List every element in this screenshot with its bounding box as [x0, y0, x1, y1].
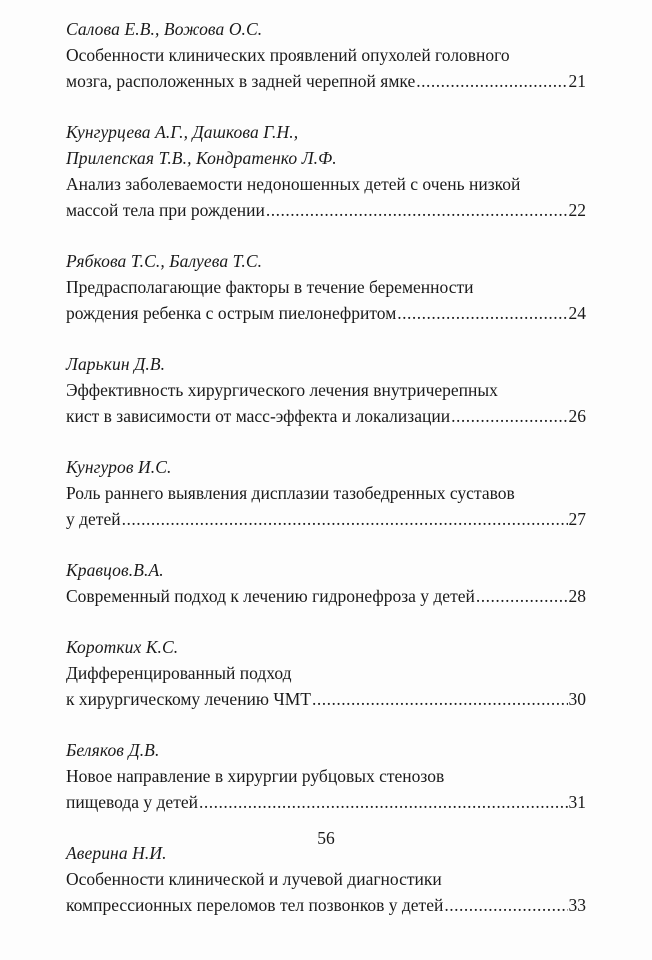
toc-entry [66, 557, 586, 609]
entry-authors [66, 557, 586, 583]
entry-title-final-line [66, 403, 586, 429]
entry-title-line: Эффективность хирургического лечения внутричерепных [66, 380, 498, 400]
entry-authors [66, 248, 586, 274]
entry-authors [66, 454, 586, 480]
dot-leader [266, 197, 568, 223]
dot-leader [312, 686, 568, 712]
entry-page-number: 31 [568, 792, 586, 812]
entry-title-line: Дифференцированный подход [66, 663, 292, 683]
entry-title-final-line [66, 197, 586, 223]
dot-leader [451, 403, 567, 429]
entry-title-line: Особенности клинических проявлений опухолей головного [66, 45, 510, 65]
author-line: Салова Е.В., Вожова О.С. [66, 19, 263, 39]
entry-authors [66, 119, 586, 171]
entry-title-line: кист в зависимости от масс-эффекта и локализации [66, 406, 451, 426]
entry-page-number: 21 [568, 71, 586, 91]
author-line: Аверина Н.И. [66, 843, 167, 863]
entry-title-final-line [66, 300, 586, 326]
toc-entry [66, 351, 586, 429]
entry-title-line: Анализ заболеваемости недоношенных детей с очень низкой [66, 174, 521, 194]
entry-title-line: Новое направление в хирургии рубцовых стенозов [66, 766, 445, 786]
entry-title-line: массой тела при рождении [66, 200, 265, 220]
author-line: Беляков Д.В. [66, 740, 160, 760]
table-of-contents [66, 16, 586, 943]
entry-title-final-line [66, 583, 586, 609]
entry-title-final-line [66, 68, 586, 94]
dot-leader [444, 892, 567, 918]
entry-title-line: Роль раннего выявления дисплазии тазобедренных суставов [66, 483, 515, 503]
entry-authors [66, 16, 586, 42]
dot-leader [476, 583, 568, 609]
entry-title-line: к хирургическому лечению ЧМТ [66, 689, 311, 709]
author-line: Кунгурцева А.Г., Дашкова Г.Н., [66, 122, 299, 142]
dot-leader [122, 506, 568, 532]
entry-title-final-line [66, 686, 586, 712]
entry-title-line: рождения ребенка с острым пиелонефритом [66, 303, 397, 323]
dot-leader [199, 789, 568, 815]
entry-authors [66, 737, 586, 763]
toc-entry [66, 737, 586, 815]
entry-page-number: 27 [568, 509, 586, 529]
entry-authors [66, 351, 586, 377]
entry-page-number: 30 [568, 689, 586, 709]
entry-title-line: Современный подход к лечению гидронефроза у детей [66, 586, 475, 606]
entry-title-line: Особенности клинической и лучевой диагностики [66, 869, 442, 889]
toc-entry [66, 248, 586, 326]
toc-entry [66, 16, 586, 94]
author-line: Кравцов.В.А. [66, 560, 164, 580]
author-line: Кунгуров И.С. [66, 457, 172, 477]
entry-title-line: пищевода у детей [66, 792, 198, 812]
dot-leader [397, 300, 567, 326]
entry-title-line: компрессионных переломов тел позвонков у детей [66, 895, 444, 915]
author-line: Ларькин Д.В. [66, 354, 166, 374]
author-line: Рябкова Т.С., Балуева Т.С. [66, 251, 263, 271]
author-line: Коротких К.С. [66, 637, 179, 657]
author-line: Прилепская Т.В., Кондратенко Л.Ф. [66, 148, 337, 168]
toc-entry [66, 119, 586, 223]
toc-entry [66, 840, 586, 918]
entry-title-final-line [66, 789, 586, 815]
dot-leader [416, 68, 567, 94]
toc-entry [66, 634, 586, 712]
entry-page-number: 33 [568, 895, 586, 915]
entry-page-number: 22 [568, 200, 586, 220]
entry-title-final-line [66, 506, 586, 532]
entry-page-number: 24 [568, 303, 586, 323]
entry-title-line: Предрасполагающие факторы в течение беременности [66, 277, 474, 297]
entry-title-final-line [66, 892, 586, 918]
toc-entry [66, 454, 586, 532]
entry-page-number: 26 [568, 406, 586, 426]
entry-page-number: 28 [568, 586, 586, 606]
page-number: 56 [317, 828, 335, 848]
entry-title-line: у детей [66, 509, 121, 529]
entry-authors [66, 634, 586, 660]
entry-title-line: мозга, расположенных в задней черепной ямке [66, 71, 416, 91]
